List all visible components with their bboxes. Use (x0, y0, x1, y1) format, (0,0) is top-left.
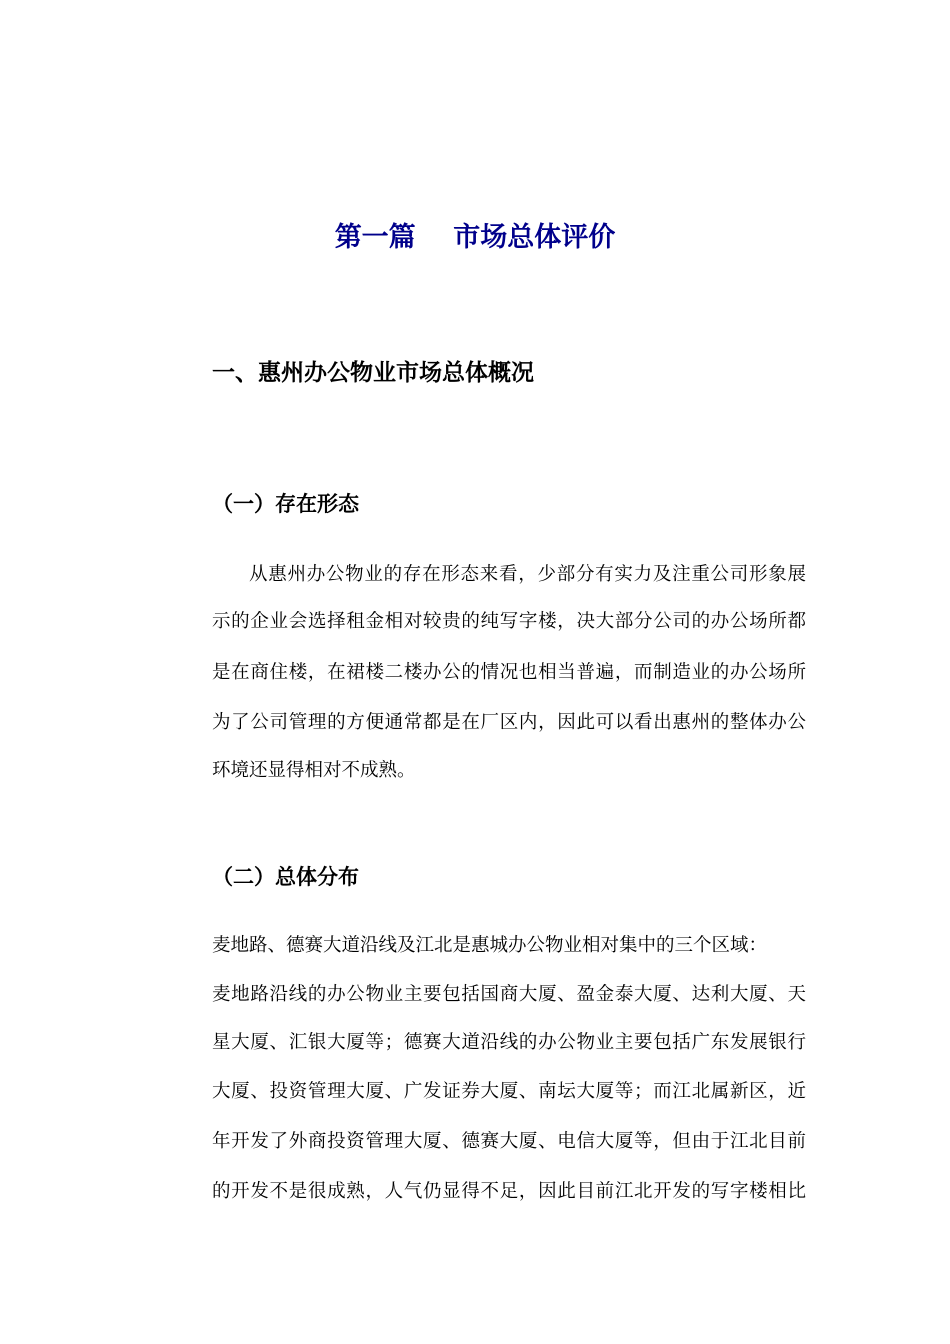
paragraph-line: 环境还显得相对不成熟。 (212, 760, 416, 781)
paragraph-line: 是在商住楼，在裙楼二楼办公的情况也相当普遍，而制造业的办公场所 (212, 662, 806, 683)
paragraph-line: 麦地路沿线的办公物业主要包括国商大厦、盈金泰大厦、达利大厦、天 (212, 984, 806, 1005)
paragraph-line: 的开发不是很成熟，人气仍显得不足，因此目前江北开发的写字楼相比 (212, 1181, 806, 1202)
paragraph-line: 从惠州办公物业的存在形态来看，少部分有实力及注重公司形象展 (249, 564, 806, 585)
section-heading: 一、惠州办公物业市场总体概况 (212, 360, 534, 386)
paragraph-line: 星大厦、汇银大厦等；德赛大道沿线的办公物业主要包括广东发展银行 (212, 1032, 806, 1053)
paragraph-line: 示的企业会选择租金相对较贵的纯写字楼，决大部分公司的办公场所都 (212, 611, 806, 632)
subsection-heading-overall-distribution: （二）总体分布 (212, 865, 359, 889)
paragraph-line: 麦地路、德赛大道沿线及江北是惠城办公物业相对集中的三个区域： (212, 935, 768, 956)
paragraph-line: 大厦、投资管理大厦、广发证券大厦、南坛大厦等；而江北属新区，近 (212, 1081, 806, 1102)
subsection-heading-existence-form: （一）存在形态 (212, 492, 359, 516)
paragraph-line: 为了公司管理的方便通常都是在厂区内，因此可以看出惠州的整体办公 (212, 712, 806, 733)
part-title: 第一篇 市场总体评价 (334, 222, 616, 253)
paragraph-line: 年开发了外商投资管理大厦、德赛大厦、电信大厦等，但由于江北目前 (212, 1131, 806, 1152)
